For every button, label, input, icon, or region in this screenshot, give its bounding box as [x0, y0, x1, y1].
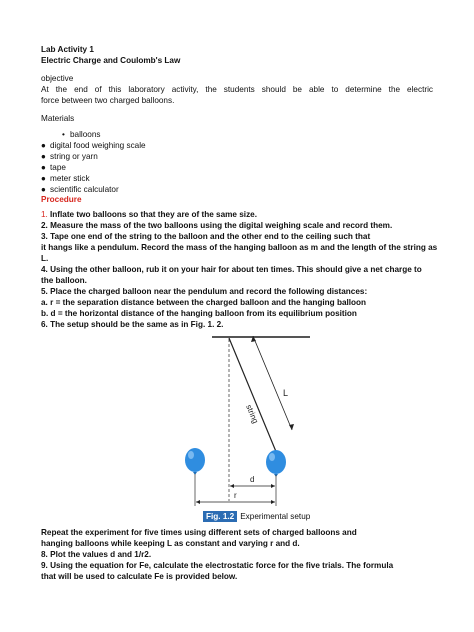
instruction-line: 8. Plot the values d and 1/r2.: [41, 550, 152, 559]
procedure-step: 5. Place the charged balloon near the pendulum and record the following distances:: [41, 287, 368, 296]
instruction-line: 9. Using the equation for Fe, calculate the electrostatic force for the five trials. The formula: [41, 561, 394, 570]
bullet-icon: ●: [41, 174, 46, 183]
r-label: r: [234, 491, 237, 500]
figure-caption: [203, 511, 310, 522]
procedure-step: a. r = the separation distance between the charged balloon and the hanging balloon: [41, 298, 367, 307]
length-label: L: [283, 388, 289, 398]
bullet-icon: •: [62, 130, 65, 139]
instruction-line: that will be used to calculate Fe is provided below.: [41, 572, 238, 581]
procedure-step: the balloon.: [41, 276, 87, 285]
bullet-icon: ●: [41, 152, 46, 161]
material-item: scientific calculator: [50, 185, 119, 194]
material-item: balloons: [70, 130, 101, 139]
lab-activity-title: Lab Activity 1: [41, 45, 94, 54]
arrow-head-icon: [289, 424, 294, 430]
procedure-step-number: 1.: [41, 210, 48, 219]
material-item: meter stick: [50, 174, 90, 183]
balloon-highlight: [269, 453, 275, 461]
string-line: [229, 338, 277, 454]
procedure-step: b. d = the horizontal distance of the hanging balloon from its equilibrium position: [41, 309, 357, 318]
arrow-head-icon: [271, 484, 275, 488]
instruction-line: Repeat the experiment for five times using different sets of charged balloons and: [41, 528, 357, 537]
charged-balloon: [185, 448, 205, 472]
procedure-step: 6. The setup should be the same as in Fig. 1. 2.: [41, 320, 224, 329]
procedure-step: Inflate two balloons so that they are of the same size.: [50, 210, 258, 219]
bullet-icon: ●: [41, 141, 46, 150]
material-item: string or yarn: [50, 152, 98, 161]
procedure-step: it hangs like a pendulum. Record the mass of the hanging balloon as m and the length of the string as: [41, 243, 438, 252]
procedure-step: 3. Tape one end of the string to the balloon and the other end to the ceiling such that: [41, 232, 371, 241]
procedure-label: Procedure: [41, 195, 82, 204]
lab-activity-subtitle: Electric Charge and Coulomb's Law: [41, 56, 181, 65]
balloon-highlight: [188, 451, 194, 459]
bullet-icon: ●: [41, 163, 46, 172]
arrow-head-icon: [271, 500, 275, 504]
objective-line-2: force between two charged balloons.: [41, 96, 175, 105]
bullet-icon: ●: [41, 185, 46, 194]
procedure-step: 4. Using the other balloon, rub it on your hair for about ten times. This should give a net charge to: [41, 265, 422, 274]
hanging-balloon: [266, 450, 286, 474]
procedure-step: L.: [41, 254, 49, 263]
material-item: tape: [50, 163, 66, 172]
string-label: string: [244, 403, 261, 425]
ceiling-bar: [212, 336, 310, 338]
d-label: d: [250, 475, 255, 484]
material-item: digital food weighing scale: [50, 141, 146, 150]
objective-line-1: At the end of this laboratory activity, the students should be able to determine the electric: [41, 85, 433, 94]
instruction-line: hanging balloons while keeping L as constant and varying r and d.: [41, 539, 300, 548]
objective-label: objective: [41, 74, 74, 83]
figure-tag: Fig. 1.2: [203, 511, 237, 522]
figure-caption-text: Experimental setup: [240, 512, 311, 521]
procedure-step: 2. Measure the mass of the two balloons using the digital weighing scale and record them.: [41, 221, 393, 230]
arrow-head-icon: [230, 484, 234, 488]
materials-label: Materials: [41, 114, 75, 123]
experimental-setup-figure: [170, 336, 310, 512]
arrow-head-icon: [196, 500, 200, 504]
